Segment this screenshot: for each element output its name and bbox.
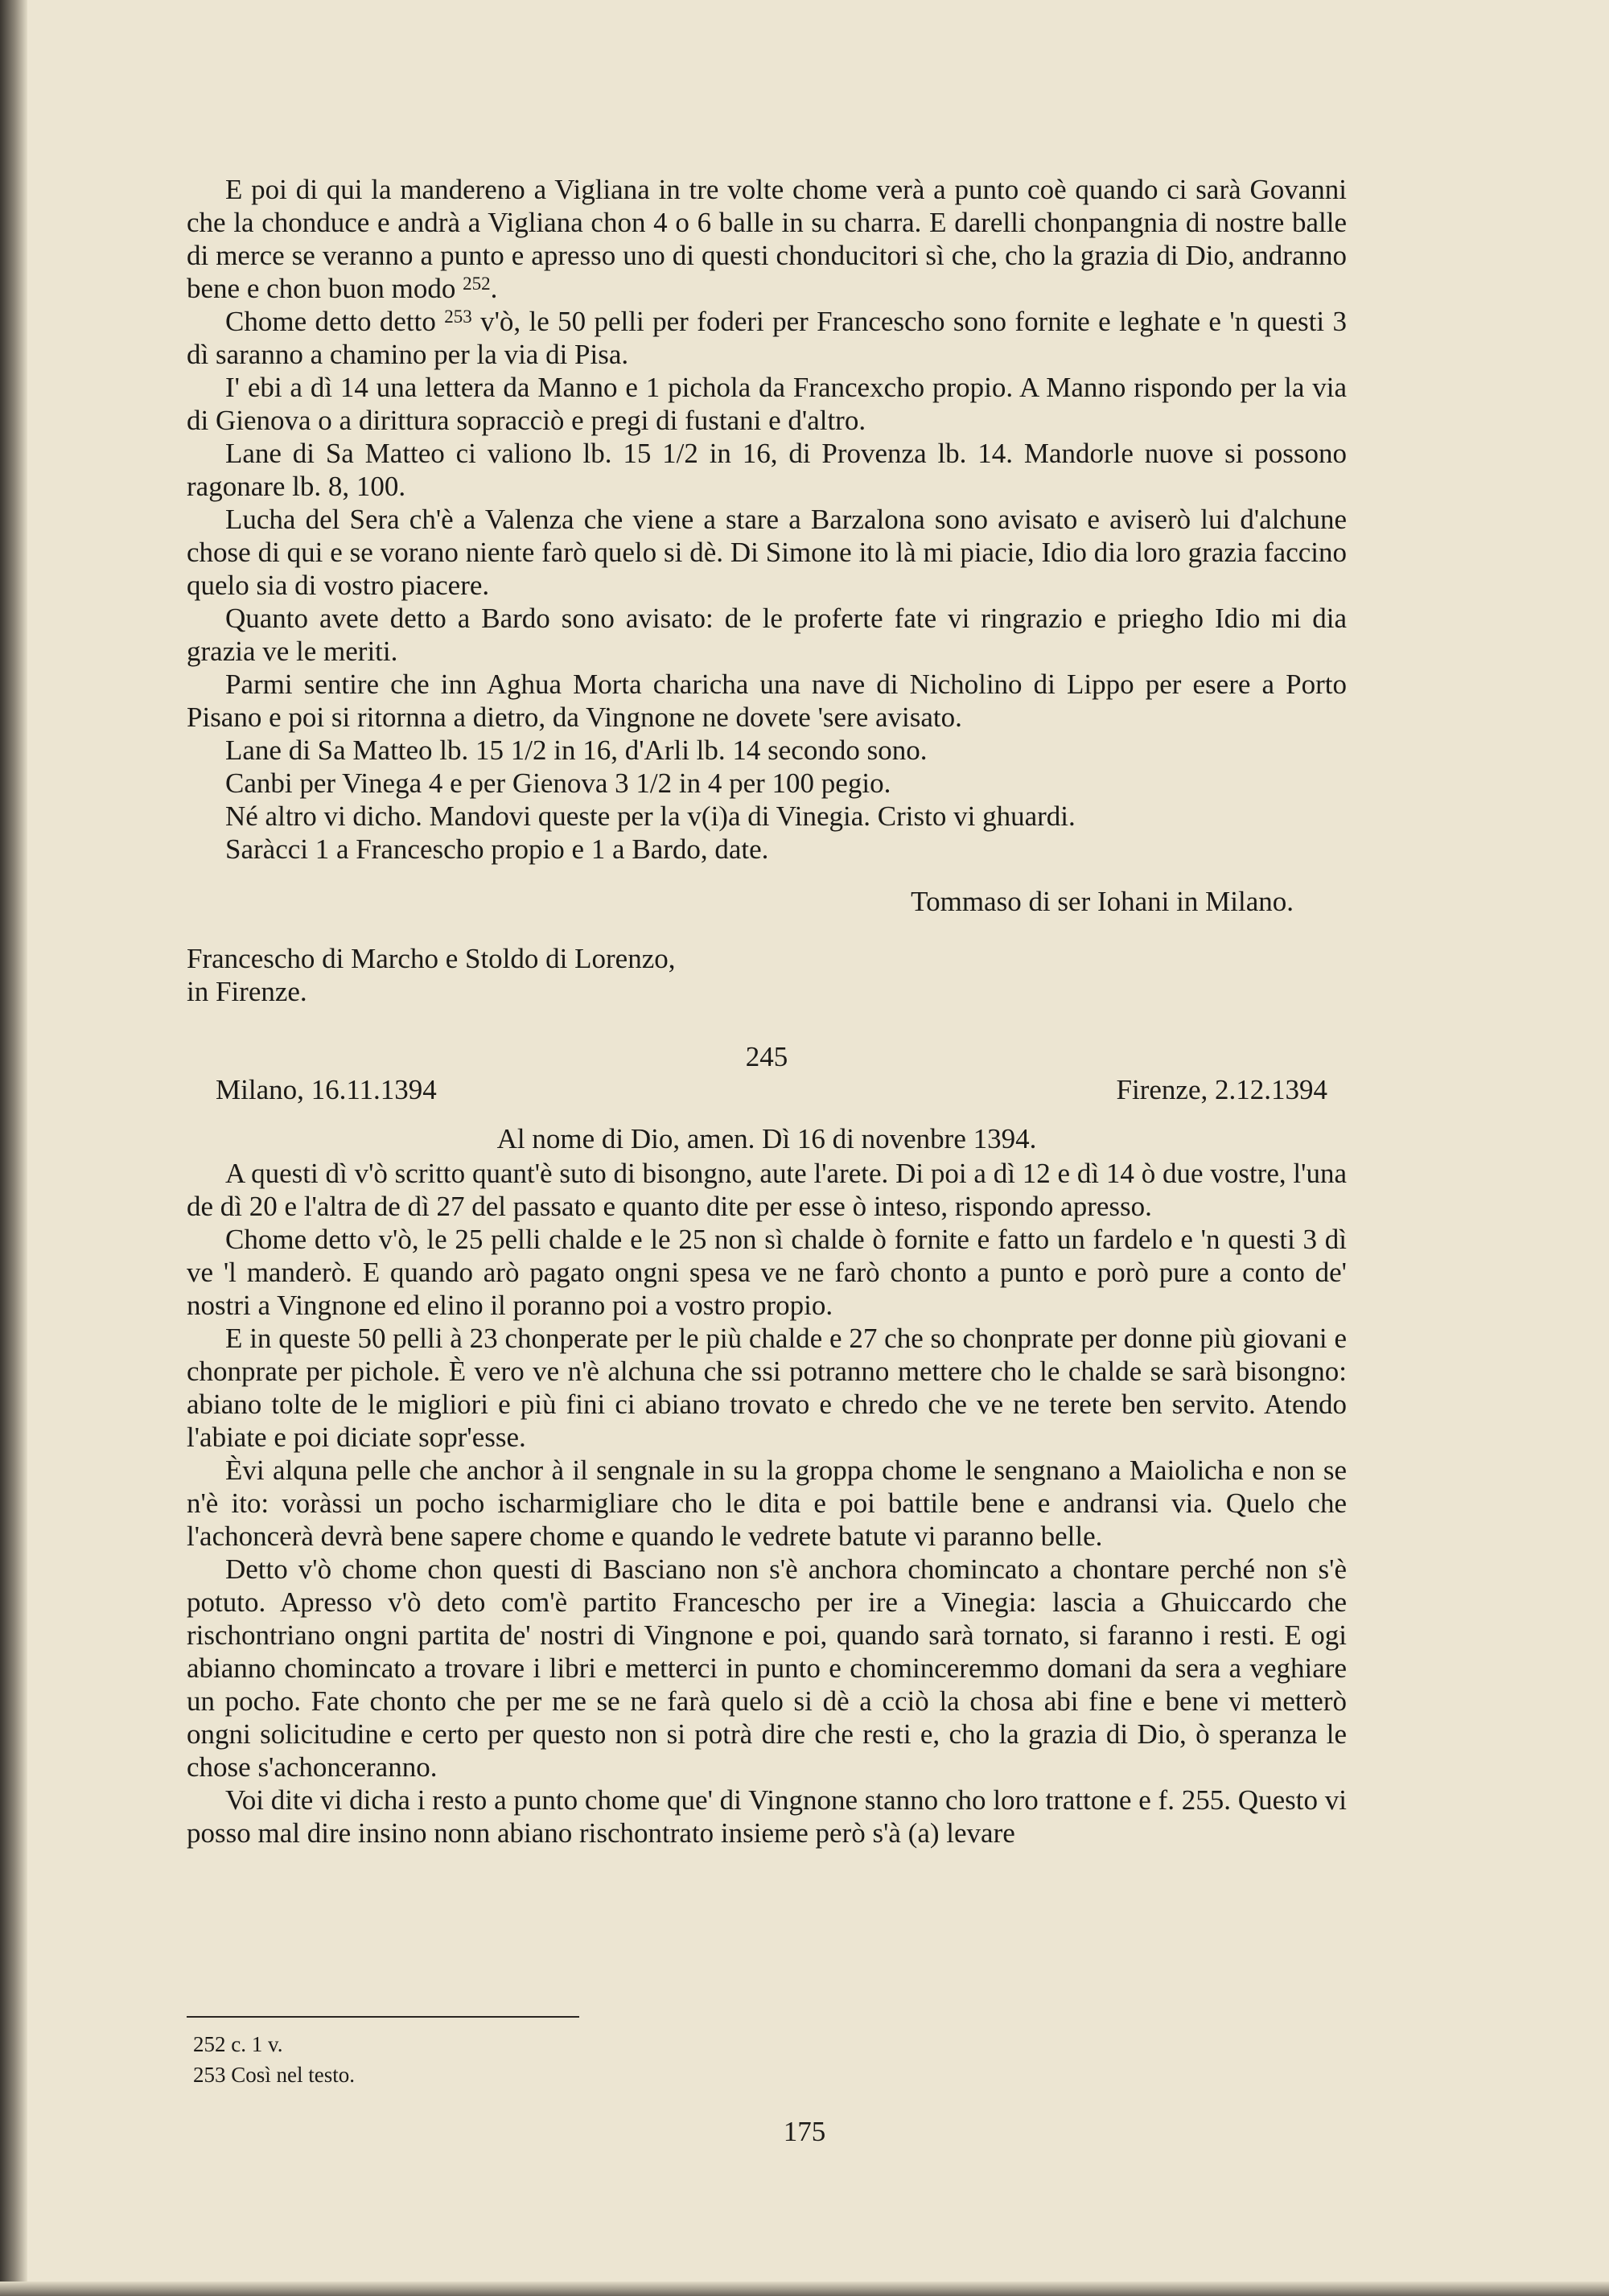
letter-paragraph-4: Èvi alquna pelle che anchor à il sengnale in su la groppa chome le sengnano a Maiolicha e non se n'è ito: voràssi un pocho ischarmigliare cho le dita e poi battile bene e andransi via. Quelo che l'achoncerà devrà bene sapere chome e quando le vedrete batute vi paranno belle.: [187, 1455, 1347, 1552]
addressee-line-1: Francescho di Marcho e Stoldo di Lorenzo,: [187, 943, 676, 974]
letter-paragraph-3: E in queste 50 pelli à 23 chonperate per le più chalde e 27 che so chonprate per donne più giovani e chonprate per pichole. È vero ve n'è alchuna che ssi potranno mettere cho le chalde se sarà bisongno: abiano tolte de le migliori e più fini ci abiano trovato e chredo che ve ne terete ben servito. Atendo l'abiate e poi diciate sopr'esse.: [187, 1323, 1347, 1453]
invocation: Al nome di Dio, amen. Dì 16 di novenbre 1394.: [496, 1123, 1037, 1154]
paragraph-7: Parmi sentire che inn Aghua Morta charicha una nave di Nicholino di Lippo per esere a Porto Pisano e poi si ritornna a dietro, da Vingnone ne dovete 'sere avisato.: [187, 669, 1347, 733]
letter-paragraph-5: Detto v'ò chome chon questi di Basciano non s'è anchora chomincato a chontare perché non s'è potuto. Apresso v'ò deto com'è partito Francescho per ire a Vinegia: lascia a Ghuiccardo che rischontriano ongni partita de' nostri di Vingnone e poi, quando sarà tornato, si faranno i resti. E ogi abianno chomincato a trovare i libri e metterci in punto e chominceremmo domani da sera a veghiare un pocho. Fate chonto che per me se ne farà quelo si dè a cciò la chosa abi fine e bene vi metterò ongni solicitudine e certo per questo non si potrà dire che resti e, cho la grazia di Dio, ò speranza le chose s'achonceranno.: [187, 1553, 1347, 1783]
dateline: [216, 1073, 1327, 1106]
paragraph-1: E poi di qui la mandereno a Vigliana in tre volte chome verà a punto coè quando ci sarà Govanni che la chonduce e andrà a Vigliana chon 4 o 6 balle in su charra. E darelli chonpangnia di nostre balle di merce se veranno a punto e apresso uno di questi chonducitori sì che, cho la grazia di Dio, andranno bene e chon buon modo $^{252}$.: [187, 174, 1347, 304]
footnote-253: 253 Così nel testo.: [193, 2063, 355, 2087]
date-received: Firenze, 2.12.1394: [1116, 1074, 1327, 1105]
paragraph-2: Chome detto detto $^{253}$ v'ò, le 50 pelli per foderi per Francescho sono fornite e leghate e 'n questi 3 dì saranno a chamino per la via di Pisa.: [187, 306, 1347, 370]
paragraph-11: Saràcci 1 a Francescho propio e 1 a Bardo, date.: [225, 833, 769, 865]
letter-signature: Tommaso di ser Iohani in Milano.: [911, 886, 1294, 917]
footnote-ref-252: 252: [463, 274, 491, 294]
footnote-ref-253: 253: [444, 307, 472, 327]
page-number: 175: [783, 2116, 826, 2147]
footnote-252: 252 c. 1 v.: [193, 2032, 283, 2056]
addressee-line-2: in Firenze.: [187, 976, 307, 1007]
page-bottom-edge: [0, 2282, 1609, 2296]
paragraph-9: Canbi per Vinega 4 e per Gienova 3 1/2 in 4 per 100 pegio.: [225, 767, 891, 799]
paragraph-4: Lane di Sa Matteo ci valiono lb. 15 1/2 in 16, di Provenza lb. 14. Mandorle nuove si possono ragonare lb. 8, 100.: [187, 438, 1347, 502]
book-gutter-edge: [0, 0, 27, 2296]
footnotes: [193, 2029, 355, 2090]
letter-paragraph-6: Voi dite vi dicha i resto a punto chome que' di Vingnone stanno cho loro trattone e f. 255. Questo vi posso mal dire insino nonn abiano rischontrato insieme però s'à (a) levare: [187, 1784, 1347, 1849]
footnote-divider: [187, 2016, 579, 2018]
paragraph-5: Lucha del Sera ch'è a Valenza che viene a stare a Barzalona sono avisato e aviserò lui d'alchune chose di qui e se vorano niente farò quelo si dè. Di Simone ito là mi piacie, Idio dia loro grazia faccino quelo sia di vostro piacere.: [187, 504, 1347, 601]
paragraph-10: Né altro vi dicho. Mandovi queste per la v(i)a di Vinegia. Cristo vi ghuardi.: [225, 800, 1076, 832]
letter-paragraph-1: A questi dì v'ò scritto quant'è suto di bisongno, aute l'arete. Di poi a dì 12 e dì 14 ò due vostre, l'una de dì 20 e l'altra de dì 27 del passato e quanto dite per esse ò inteso, rispondo apresso.: [187, 1158, 1347, 1222]
paragraph-6: Quanto avete detto a Bardo sono avisato: de le proferte fate vi ringrazio e priegho Idio mi dia grazia ve le meriti.: [187, 603, 1347, 667]
letter-number: 245: [745, 1041, 788, 1072]
letter-paragraph-2: Chome detto v'ò, le 25 pelli chalde e le 25 non sì chalde ò fornite e fatto un fardelo e 'n questi 3 dì ve 'l manderò. E quando arò pagato ongni spesa ve ne farò chonto a punto e porò pure a conto de' nostri a Vingnone ed elino il poranno poi a vostro propio.: [187, 1224, 1347, 1321]
date-sent: Milano, 16.11.1394: [216, 1074, 437, 1105]
paragraph-3: I' ebi a dì 14 una lettera da Manno e 1 pichola da Francexcho propio. A Manno rispondo per la via di Gienova o a dirittura sopracciò e pregi di fustani e d'altro.: [187, 372, 1347, 436]
paragraph-8: Lane di Sa Matteo lb. 15 1/2 in 16, d'Arli lb. 14 secondo sono.: [225, 734, 928, 766]
main-text: [187, 173, 1347, 1850]
